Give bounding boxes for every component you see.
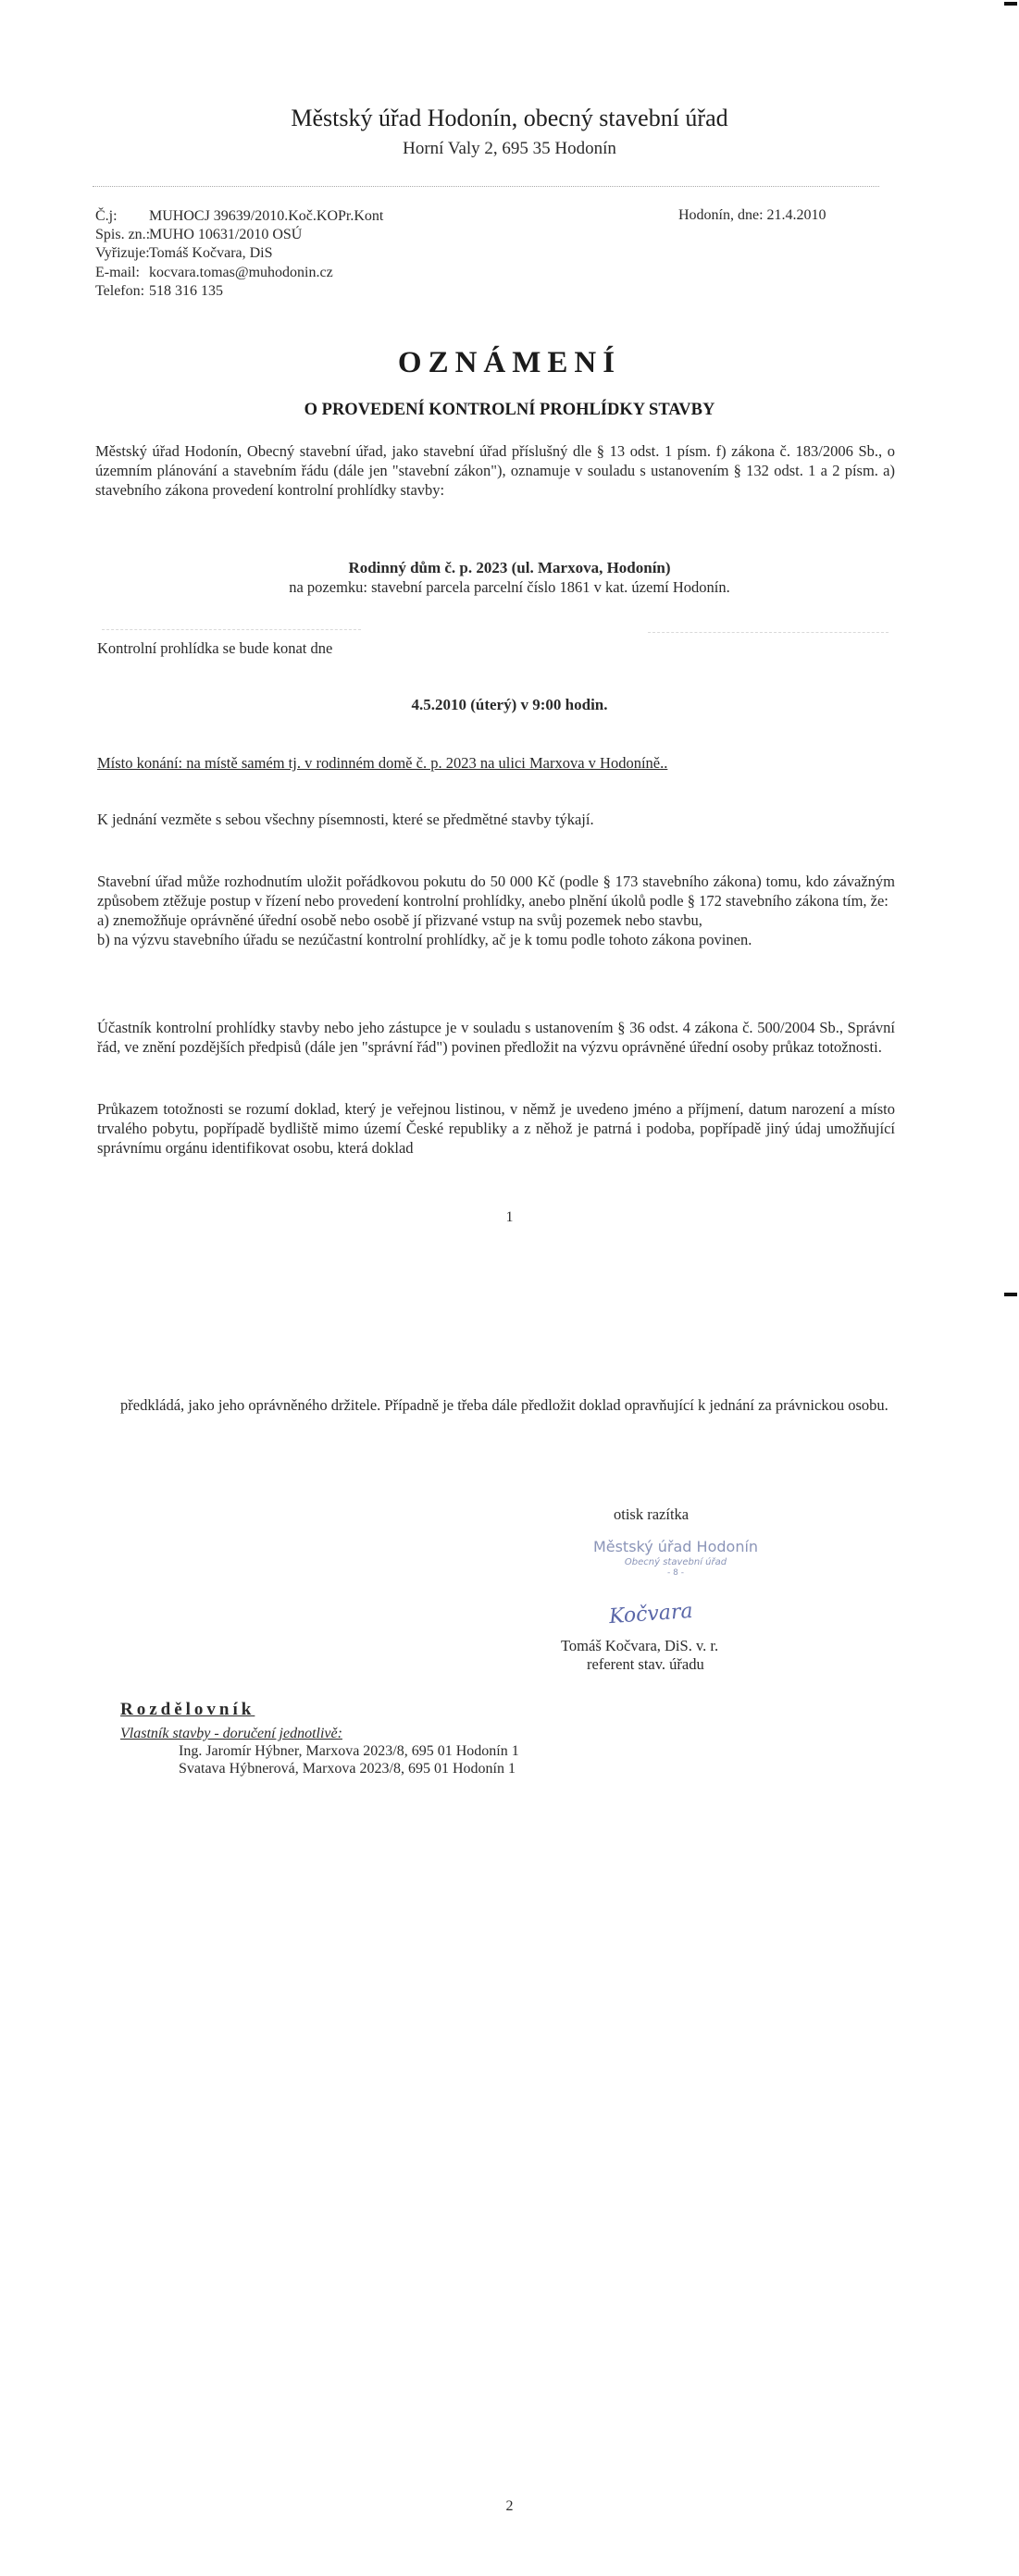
signer-role: referent stav. úřadu [587,1655,704,1673]
id-card-continuation-text: předkládá, jako jeho oprávněného držitele. Případně je třeba dále předložit doklad opravňující k jednání za právnickou osobu. [120,1396,889,1414]
cj-label: Č.j: [95,208,118,224]
notice-subtitle: O PROVEDENÍ KONTROLNÍ PROHLÍDKY STAVBY [304,401,715,419]
fine-paragraph [97,872,895,949]
fine-line: b) na výzvu stavebního úřadu se nezúčastní kontrolní prohlídky, ač je k tomu podle tohoto zákona povinen. [97,931,752,948]
spis-label: Spis. zn.: [95,227,151,242]
handwritten-signature: Kočvara [608,1599,694,1629]
intro-text: Městský úřad Hodonín, Obecný stavební úřad, jako stavební úřad příslušný dle § 13 odst. 1 písm. f) zákona č. 183/2006 Sb., o územním plánování a stavebním řádu (dále jen "stavební zákon"), oznamuje v souladu s ustanovením § 132 odst. 1 a 2 písm. a) stavebního zákona provedení kontrolní prohlídky stavby: [95,442,895,499]
building-name: Rodinný dům č. p. 2023 (ul. Marxova, Hodonín) [348,559,671,576]
distribution-subtitle: Vlastník stavby - doručení jednotlivě: [120,1726,342,1741]
scan-artifact [648,632,889,633]
building-plot: na pozemku: stavební parcela parcelní číslo 1861 v kat. území Hodonín. [289,578,730,596]
stamp-line: - 8 - [667,1568,684,1578]
office-address: Horní Valy 2, 695 35 Hodonín [403,139,616,158]
distribution-title: Rozdělovník [120,1700,255,1719]
telefon-label: Telefon: [95,283,145,299]
page-number: 2 [505,2498,514,2514]
id-card-continuation [120,1395,895,1415]
header-divider [93,186,879,187]
ref-cj [95,207,383,225]
recipient: Ing. Jaromír Hýbner, Marxova 2023/8, 695 01 Hodonín 1 [179,1743,519,1759]
documents-note: K jednání vezměte s sebou všechny písemnosti, které se předmětné stavby týkají. [97,811,594,828]
scan-artifact [102,629,361,630]
office-stamp [574,1538,777,1579]
stamp-label: otisk razítka [614,1505,690,1523]
participant-paragraph [97,1018,895,1057]
ref-vyrizuje [95,244,273,262]
telefon-value: 518 316 135 [149,283,223,299]
id-card-paragraph [97,1099,895,1158]
ref-spis [95,226,302,243]
fine-line: a) znemožňuje oprávněné úřední osobě nebo osobě jí přizvané vstup na svůj pozemek nebo stavbu, [97,911,702,929]
notice-title: OZNÁMENÍ [397,346,622,379]
stamp-line: Městský úřad Hodonín [592,1538,759,1555]
fine-line: Stavební úřad může rozhodnutím uložit pořádkovou pokutu do 50 000 Kč (podle § 173 stavebního zákona) tomu, kdo závažným způsobem ztěžuje postup v řízení nebo provedení kontrolní prohlídky, anebo plnění úkolů podle § 172 stavebního zákona tím, že: [97,873,895,910]
signer-name: Tomáš Kočvara, DiS. v. r. [561,1637,719,1654]
scan-edge-mark [1004,1293,1017,1296]
spis-value: MUHO 10631/2010 OSÚ [149,227,303,242]
inspection-place: Místo konání: na místě samém tj. v rodinném domě č. p. 2023 na ulici Marxova v Hodoníně.. [97,754,668,772]
cj-value: MUHOCJ 39639/2010.Koč.KOPr.Kont [149,208,384,224]
inspection-intro: Kontrolní prohlídka se bude konat dne [97,639,333,657]
inspection-date: 4.5.2010 (úterý) v 9:00 hodin. [411,696,608,713]
page-1 [0,0,1019,1282]
ref-email [95,264,333,281]
page-2 [0,1282,1019,2576]
email-value: kocvara.tomas@muhodonin.cz [149,265,333,280]
stamp-line: Obecný stavební úřad [624,1557,727,1567]
vyrizuje-label: Vyřizuje: [95,245,150,261]
intro-paragraph [95,441,895,500]
email-label: E-mail: [95,265,140,280]
page-number: 1 [505,1209,514,1225]
vyrizuje-value: Tomáš Kočvara, DiS [149,245,273,261]
recipient: Svatava Hýbnerová, Marxova 2023/8, 695 01 Hodonín 1 [179,1761,516,1777]
participant-text: Účastník kontrolní prohlídky stavby nebo jeho zástupce je v souladu s ustanovením § 36 odst. 4 zákona č. 500/2004 Sb., Správní řád, ve znění pozdějších předpisů (dále jen "správní řád") povinen předložit na výzvu oprávněné úřední osoby průkaz totožnosti. [97,1019,895,1056]
office-title: Městský úřad Hodonín, obecný stavební úřad [291,105,728,131]
ref-telefon [95,282,223,300]
document-date: Hodonín, dne: 21.4.2010 [678,207,826,223]
scan-edge-mark [1004,2,1017,6]
id-card-text: Průkazem totožnosti se rozumí doklad, který je veřejnou listinou, v němž je uvedeno jméno a příjmení, datum narození a místo trvalého pobytu, popřípadě bydliště mimo území České republiky a z něhož je patrná i podoba, popřípadě jiný údaj umožňující správnímu orgánu identifikovat osobu, která doklad [97,1100,895,1157]
